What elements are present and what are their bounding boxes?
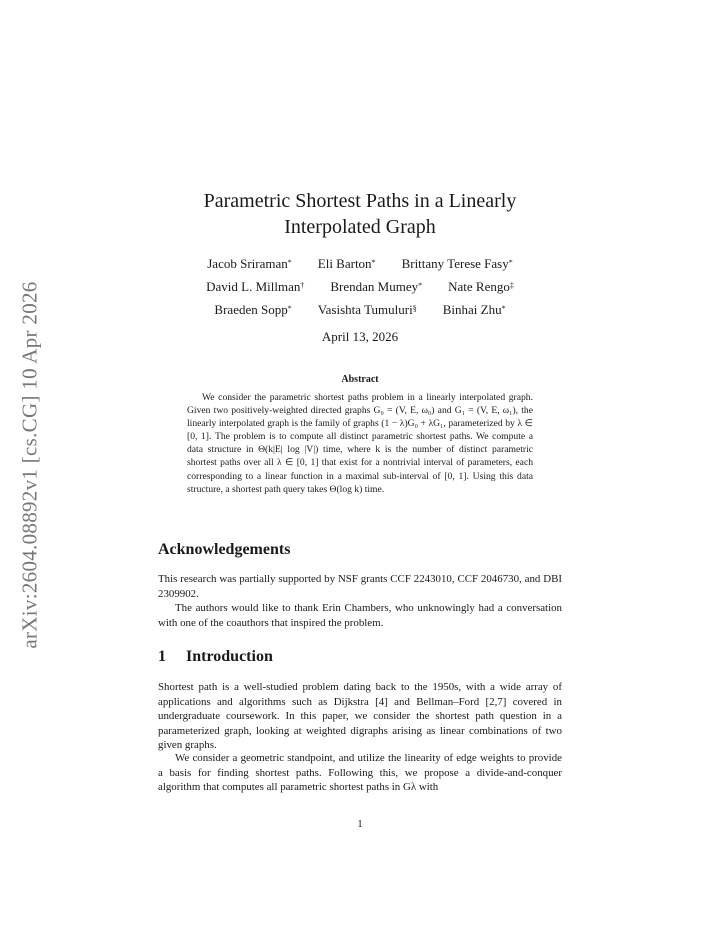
paper-title: Parametric Shortest Paths in a Linearly Interpolated Graph [203, 190, 517, 238]
author-entry: David L. Millman† [206, 279, 305, 294]
introduction-paragraph: We consider a geometric standpoint, and utilize the linearity of edge weights to provide a basis for finding shortest paths. Following this, we propose a divide-and-conquer algorithm that computes all parametric shortest paths in Gλ with [158, 752, 562, 793]
acknowledgements-paragraph: The authors would like to thank Erin Chambers, who unknowingly had a conversation with one of the coauthors that inspired the problem. [158, 602, 562, 629]
abstract-heading: Abstract [341, 374, 379, 385]
author-row [160, 278, 560, 301]
abstract-text: We consider the parametric shortest paths problem in a linearly interpolated graph. Given two positively-weighted directed graphs G₀ = (V, E, ω₀) and G₁ = (V, E, ω₁), the linearly interpolated graph is the family of graphs (1 − λ)G₀ + λG₁, parameterized by λ ∈ [0, 1]. The problem is to compute all distinct parametric shortest paths. We compute a data structure in Θ(k|E| log |V|) time, where k is the number of distinct parametric shortest paths over all λ ∈ [0, 1] that exist for a nontrivial interval of parameters, each corresponding to a linear function in a maximal sub-interval of [0, 1]. Using this data structure, a shortest path query takes Θ(log k) time. [187, 392, 533, 495]
author-entry: Vasishta Tumuluri§ [317, 302, 417, 317]
author-list [160, 255, 560, 324]
publication-date: April 13, 2026 [321, 329, 399, 344]
author-entry: Braeden Sopp* [214, 302, 292, 317]
arxiv-identifier-stamp: arXiv:2604.08892v1 [cs.CG] 10 Apr 2026 [17, 281, 42, 649]
author-entry: Jacob Sriraman* [207, 256, 292, 271]
author-entry: Binhai Zhu* [442, 302, 506, 317]
author-entry: Brendan Mumey* [330, 279, 423, 294]
introduction-paragraph: Shortest path is a well-studied problem dating back to the 1950s, with a wide array of applications and algorithms such as Dijkstra [4] and Bellman–Ford [2,7] covered in undergraduate coursework. In this paper, we consider the shortest path question in a parameterized graph, looking at weighted digraphs arising as linear combinations of two given graphs. [158, 681, 562, 751]
acknowledgements-heading: Acknowledgements [158, 541, 291, 558]
author-entry: Eli Barton* [317, 256, 376, 271]
introduction-heading [158, 648, 273, 666]
author-row [160, 301, 560, 324]
acknowledgements-paragraph: This research was partially supported by NSF grants CCF 2243010, CCF 2046730, and DBI 2309902. [158, 573, 562, 600]
section-title: Introduction [186, 648, 273, 665]
author-entry: Nate Rengo‡ [448, 279, 514, 294]
section-number: 1 [158, 648, 166, 665]
author-row [160, 255, 560, 278]
page-number: 1 [357, 818, 363, 830]
author-entry: Brittany Terese Fasy* [401, 256, 513, 271]
